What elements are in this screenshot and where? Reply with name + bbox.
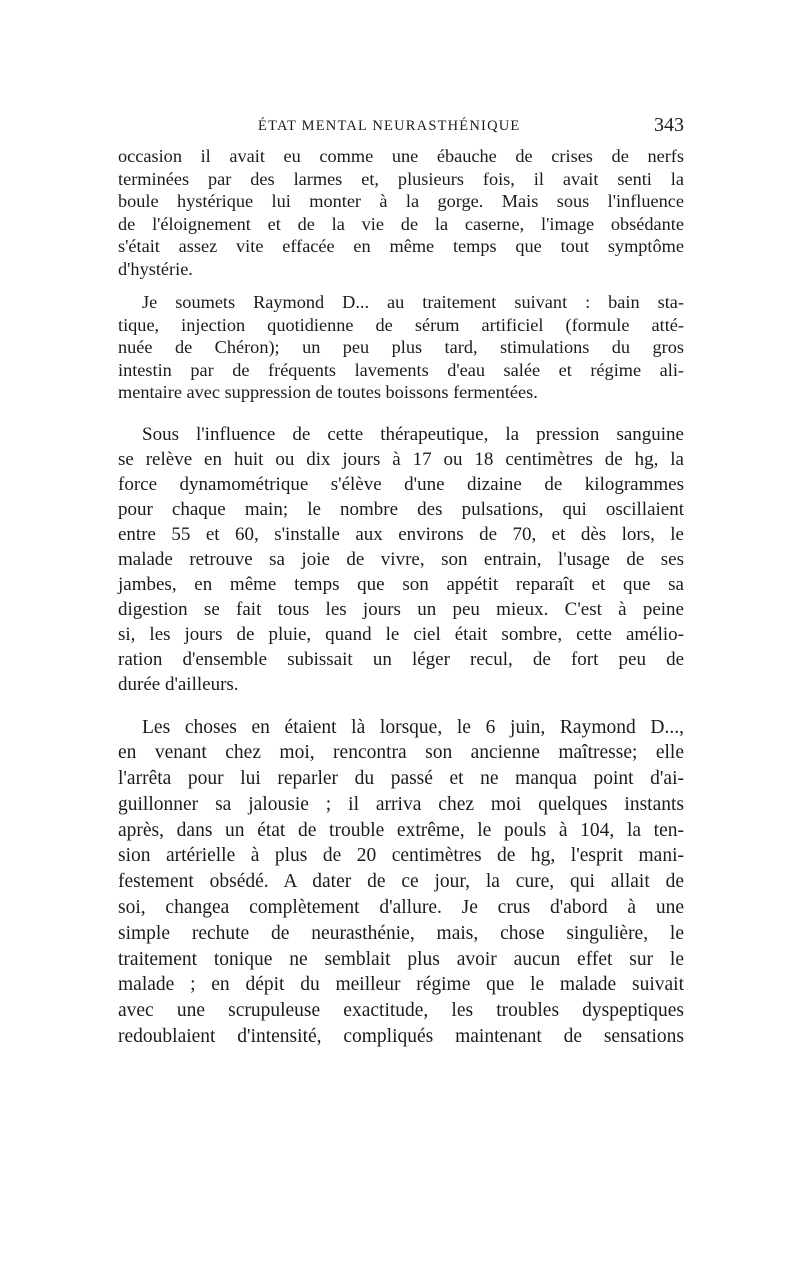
text-line: mentaire avec suppression de toutes boissons fermentées. (118, 382, 538, 402)
text-line: si, les jours de pluie, quand le ciel était sombre, cette amélio- (118, 623, 684, 645)
text-line: occasion il avait eu comme une ébauche de crises de nerfs (118, 146, 684, 166)
text-line: entre 55 et 60, s'installe aux environs de 70, et dès lors, le (118, 523, 684, 545)
text-line: malade retrouve sa joie de vivre, son entrain, l'usage de ses (118, 548, 684, 570)
text-line: digestion se fait tous les jours un peu mieux. C'est à peine (118, 598, 684, 620)
text-line: intestin par de fréquents lavements d'eau salée et régime ali- (118, 359, 684, 380)
text-line: force dynamométrique s'élève d'une dizaine de kilogrammes (118, 473, 684, 495)
text-line: traitement tonique ne semblait plus avoir aucun effet sur le (118, 948, 684, 970)
text-line: nuée de Chéron); un peu plus tard, stimulations du gros (118, 337, 684, 357)
page-header (118, 114, 684, 140)
text-line: malade ; en dépit du meilleur régime que le malade suivait (118, 974, 684, 996)
text-line: soi, changea complètement d'allure. Je crus d'abord à une (118, 897, 684, 919)
text-line: jambes, en même temps que son appétit reparaît et que sa (118, 573, 684, 595)
text-line: s'était assez vite effacée en même temps que tout symptôme (118, 236, 684, 256)
text-line: boule hystérique lui monter à la gorge. Mais sous l'influence (118, 191, 684, 211)
text-line: en venant chez moi, rencontra son ancienne maîtresse; elle (118, 742, 684, 764)
text-line: festement obsédé. A dater de ce jour, la cure, qui allait de (118, 871, 684, 893)
page-number: 343 (654, 114, 684, 136)
text-line: d'hystérie. (118, 258, 193, 279)
text-line: se relève en huit ou dix jours à 17 ou 18 centimètres de hg, la (118, 448, 684, 470)
text-line: guillonner sa jalousie ; il arriva chez moi quelques instants (118, 793, 684, 815)
text-line: après, dans un état de trouble extrême, le pouls à 104, la ten- (118, 819, 684, 841)
text-line: Les choses en étaient là lorsque, le 6 juin, Raymond D..., (142, 716, 684, 738)
running-title: ÉTAT MENTAL NEURASTHÉNIQUE (258, 118, 521, 134)
text-line: l'arrêta pour lui reparler du passé et ne manqua point d'ai- (118, 768, 684, 790)
text-line: durée d'ailleurs. (118, 673, 239, 695)
text-line: tique, injection quotidienne de sérum artificiel (formule atté- (118, 314, 684, 335)
text-line: redoublaient d'intensité, compliqués maintenant de sensations (118, 1026, 684, 1048)
text-line: ration d'ensemble subissait un léger recul, de fort peu de (118, 648, 684, 670)
text-line: terminées par des larmes et, plusieurs fois, il avait senti la (118, 168, 684, 189)
text-line: simple rechute de neurasthénie, mais, chose singulière, le (118, 922, 684, 944)
text-line: Sous l'influence de cette thérapeutique, la pression sanguine (142, 423, 684, 445)
text-line: sion artérielle à plus de 20 centimètres de hg, l'esprit mani- (118, 845, 684, 867)
text-line: Je soumets Raymond D... au traitement suivant : bain sta- (142, 292, 684, 312)
text-line: pour chaque main; le nombre des pulsations, qui oscillaient (118, 498, 684, 520)
text-line: de l'éloignement et de la vie de la caserne, l'image obsédante (118, 213, 684, 234)
page-body (118, 145, 684, 1050)
text-line: avec une scrupuleuse exactitude, les troubles dyspeptiques (118, 1000, 684, 1022)
